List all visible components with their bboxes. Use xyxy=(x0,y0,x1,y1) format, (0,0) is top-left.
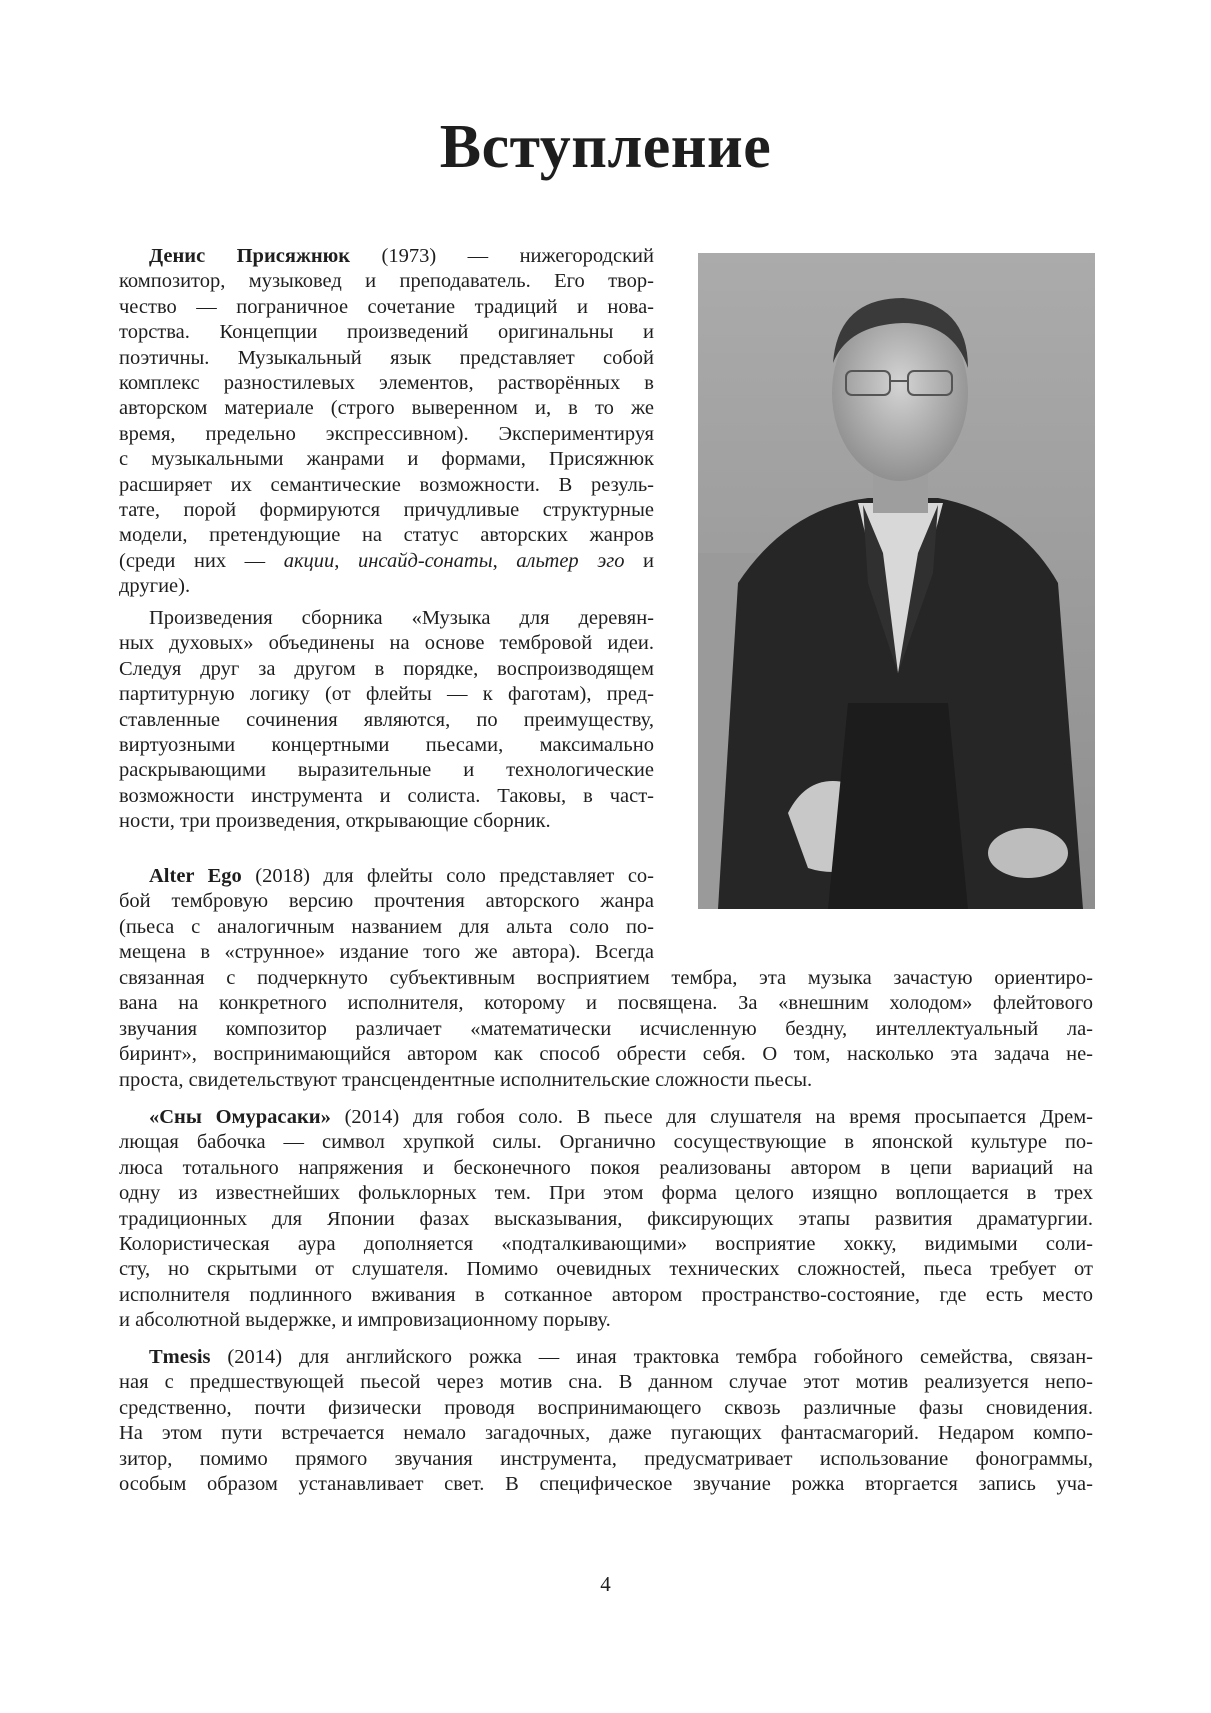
text-line xyxy=(119,606,654,631)
page-title: Вступление xyxy=(439,113,772,181)
body-text: другие). xyxy=(119,575,191,598)
text-line xyxy=(119,396,654,421)
body-text: (среди них — xyxy=(119,549,284,572)
body-text: ных духовых» объединены на основе тембровой идеи. xyxy=(119,632,654,655)
body-text: возможности инструмента и солиста. Таковы, в част- xyxy=(119,784,654,807)
work-title: Tmesis xyxy=(149,1346,211,1368)
body-text: , xyxy=(492,549,517,572)
text-line xyxy=(119,244,654,269)
text-line xyxy=(119,269,654,294)
body-text: особым образом устанавливает свет. В специфическое звучание рожка вторгается запись уча- xyxy=(119,1472,1093,1495)
text-line xyxy=(119,915,654,940)
body-text: вана на конкретного исполнителя, которому и посвящена. За «внешним холодом» флейтового xyxy=(119,992,1093,1015)
text-line xyxy=(119,708,654,733)
body-text: раскрывающими выразительные и технологические xyxy=(119,759,654,782)
text-line xyxy=(119,940,654,965)
body-text: с музыкальными жанрами и формами, Присяжнюк xyxy=(119,448,654,471)
paragraph-alter-ego-continued xyxy=(119,966,1093,1093)
text-line xyxy=(119,1156,1093,1181)
text-line xyxy=(119,523,654,548)
body-text: сту, но скрытыми от слушателя. Помимо очевидных технических сложностей, пьеса требует от xyxy=(119,1258,1093,1281)
body-text: (2014) для английского рожка — иная трактовка тембра гобойного семейства, связан- xyxy=(210,1346,1093,1368)
body-text: средственно, почти физически проводя воспринимающего сквозь различные фазы сновидения. xyxy=(119,1396,1093,1419)
emphasis-text: альтер эго xyxy=(516,549,625,572)
text-line xyxy=(119,1207,1093,1232)
body-text: ставленные сочинения являются, по преимуществу, xyxy=(119,708,654,731)
text-line xyxy=(119,758,654,783)
text-line xyxy=(119,682,654,707)
page-number: 4 xyxy=(600,1572,611,1596)
text-line xyxy=(119,1370,1093,1395)
body-text: чество — пограничное сочетание традиций и нова- xyxy=(119,295,654,318)
text-line xyxy=(119,784,654,809)
body-text: ности, три произведения, открывающие сборник. xyxy=(119,810,551,833)
text-line xyxy=(119,1130,1093,1155)
text-line xyxy=(119,991,1093,1016)
body-text: традиционных для Японии фазах высказывания, фиксирующих этапы развития драматургии. xyxy=(119,1207,1093,1230)
body-text: люса тотального напряжения и бесконечного покоя реализованы автором в цепи вариаций на xyxy=(119,1156,1093,1179)
body-text: и абсолютной выдержке, и импровизационному порыву. xyxy=(119,1309,611,1332)
body-text: авторском материале (строго выверенном и, в то же xyxy=(119,397,654,420)
text-line xyxy=(119,1447,1093,1472)
body-text: проста, свидетельствуют трансцендентные исполнительские сложности пьесы. xyxy=(119,1068,813,1091)
body-text: поэтичны. Музыкальный язык представляет собой xyxy=(119,346,654,369)
author-photo xyxy=(698,253,1095,909)
text-line xyxy=(119,371,654,396)
body-text: партитурную логику (от флейты — к фаготам), пред- xyxy=(119,683,654,706)
emphasis-text: акции xyxy=(283,549,335,572)
body-text: ная с предшествующей пьесой через мотив сна. В данном случае этот мотив реализуется непо- xyxy=(119,1371,1093,1394)
paragraph-tmesis xyxy=(119,1345,1093,1497)
body-text: (2014) для гобоя соло. В пьесе для слушателя на время просыпается Дрем- xyxy=(330,1106,1093,1128)
paragraph-omurasaki xyxy=(119,1105,1093,1334)
body-text: модели, претендующие на статус авторских жанров xyxy=(119,524,654,547)
text-line xyxy=(119,574,654,599)
body-text: , xyxy=(334,549,358,572)
text-line xyxy=(119,346,654,371)
work-title: Alter Ego xyxy=(149,865,242,887)
text-line xyxy=(119,1283,1093,1308)
text-line xyxy=(119,1308,1093,1333)
text-line xyxy=(119,422,654,447)
text-line xyxy=(119,733,654,758)
body-text: (1973) — нижегородский xyxy=(350,245,654,267)
text-line xyxy=(119,1396,1093,1421)
text-line xyxy=(119,657,654,682)
text-line xyxy=(119,549,654,574)
body-text: расширяет их семантические возможности. В резуль- xyxy=(119,473,654,496)
text-line xyxy=(119,1017,1093,1042)
work-title: Денис Присяжнюк xyxy=(149,245,351,267)
body-text: торства. Концепции произведений оригинальны и xyxy=(119,321,654,344)
body-text: бой тембровую версию прочтения авторского жанра xyxy=(119,890,654,913)
body-text: мещена в «струнное» издание того же автора). Всегда xyxy=(119,941,654,964)
body-text: виртуозными концертными пьесами, максимально xyxy=(119,733,654,756)
body-text: звучания композитор различает «математически исчисленную бездну, интеллектуальный ла- xyxy=(119,1017,1093,1040)
text-line xyxy=(119,966,1093,991)
body-text: (2018) для флейты соло представляет со- xyxy=(241,865,654,887)
body-text: лющая бабочка — символ хрупкой силы. Органично сосуществующие в японской культуре по- xyxy=(119,1131,1093,1154)
body-text: композитор, музыковед и преподаватель. Его твор- xyxy=(119,270,654,293)
paragraph-bio xyxy=(119,244,654,599)
body-text: тате, порой формируются причудливые структурные xyxy=(119,498,654,521)
paragraph-collection xyxy=(119,606,654,835)
body-text: Произведения сборника «Музыка для деревян- xyxy=(149,607,654,629)
body-text: комплекс разностилевых элементов, растворённых в xyxy=(119,371,654,394)
text-line xyxy=(119,1042,1093,1067)
text-line xyxy=(119,1105,1093,1130)
text-line xyxy=(119,1068,1093,1093)
emphasis-text: инсайд-сонаты xyxy=(357,549,493,572)
text-line xyxy=(119,1257,1093,1282)
body-text: (пьеса с аналогичным названием для альта соло по- xyxy=(119,915,654,938)
body-text: зитор, помимо прямого звучания инструмента, предусматривает использование фонограммы, xyxy=(119,1447,1093,1470)
text-line xyxy=(119,1232,1093,1257)
text-line xyxy=(119,1421,1093,1446)
text-line xyxy=(119,295,654,320)
body-text: Колористическая аура дополняется «подталкивающими» восприятие хокку, видимыми соли- xyxy=(119,1232,1093,1255)
body-text: Следуя друг за другом в порядке, воспроизводящем xyxy=(119,657,654,680)
body-text: исполнителя подлинного вживания в сотканное автором пространство-состояние, где есть место xyxy=(119,1283,1093,1306)
text-line xyxy=(119,498,654,523)
body-text: биринт», воспринимающийся автором как способ обрести себя. О том, насколько эта задача не- xyxy=(119,1043,1093,1066)
work-title: «Сны Омурасаки» xyxy=(149,1106,331,1128)
text-line xyxy=(119,473,654,498)
text-line xyxy=(119,320,654,345)
body-text: На этом пути встречается немало загадочных, даже пугающих фантасмагорий. Недаром компо- xyxy=(119,1422,1093,1445)
body-text: одну из известнейших фольклорных тем. При этом форма целого изящно воплощается в трех xyxy=(119,1182,1093,1205)
text-line xyxy=(119,1181,1093,1206)
text-line xyxy=(119,889,654,914)
body-text: время, предельно экспрессивном). Экспериментируя xyxy=(119,422,654,445)
author-portrait-image xyxy=(698,253,1095,909)
text-line xyxy=(119,447,654,472)
text-line xyxy=(119,809,654,834)
text-line xyxy=(119,864,654,889)
body-text: связанная с подчеркнуто субъективным восприятием тембра, эта музыка зачастую ориентиро- xyxy=(119,967,1093,989)
text-line xyxy=(119,1472,1093,1497)
text-line xyxy=(119,631,654,656)
text-line xyxy=(119,1345,1093,1370)
body-text: и xyxy=(624,549,655,572)
paragraph-alter-ego xyxy=(119,864,654,966)
